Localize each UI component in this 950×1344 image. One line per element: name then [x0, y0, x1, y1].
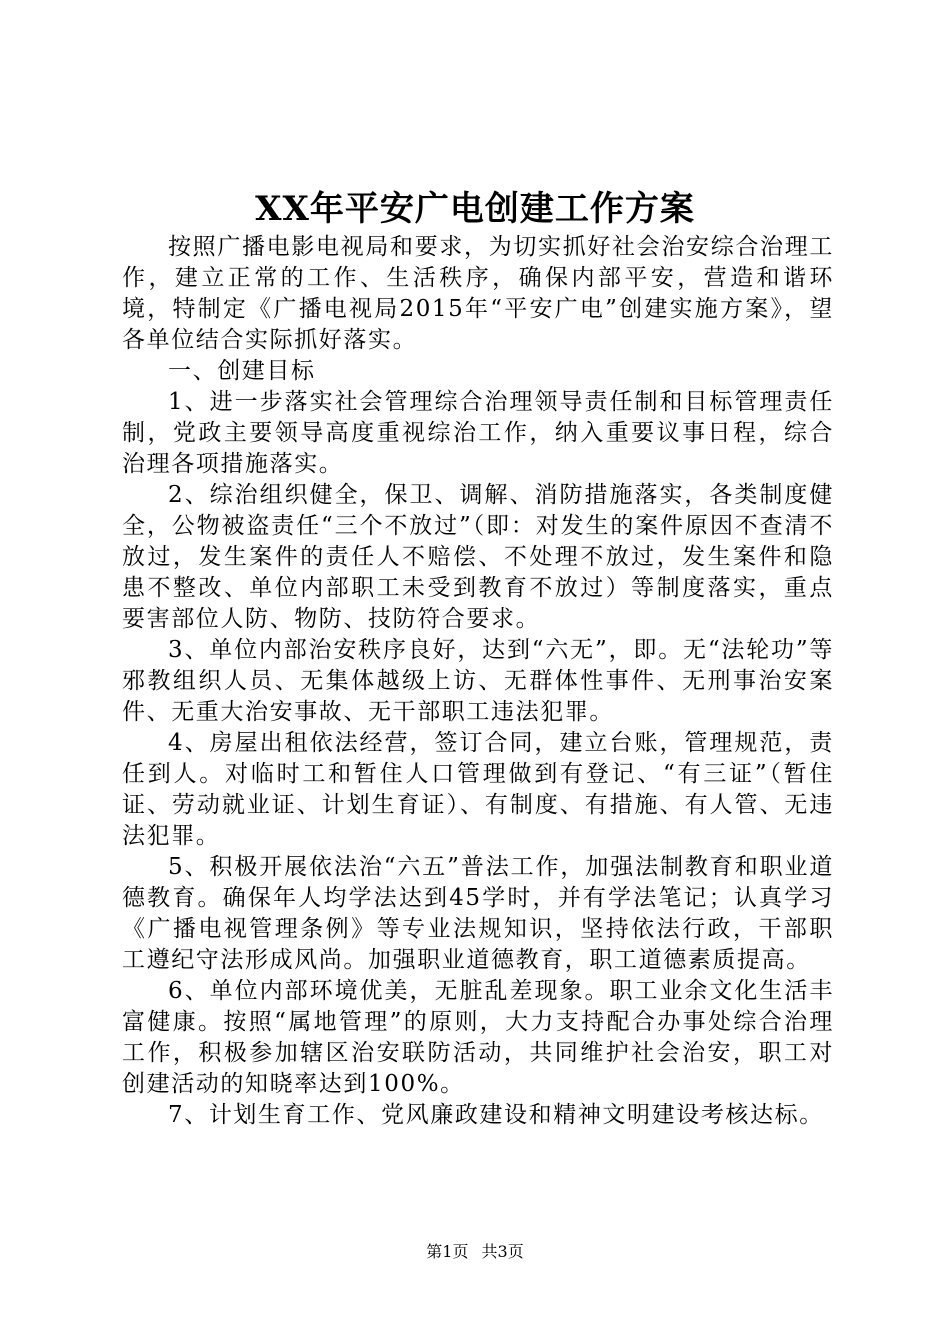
- goal-item-1: 1、进一步落实社会管理综合治理领导责任制和目标管理责任制，党政主要领导高度重视综治工作，纳入重要议事日程，综合治理各项措施落实。: [122, 389, 834, 477]
- page-number: 第1页: [426, 1242, 469, 1261]
- document-title: XX年平安广电创建工作方案: [255, 189, 695, 229]
- goal-item-5: 5、积极开展依法治“六五”普法工作，加强法制教育和职业道德教育。确保年人均学法达到45学时，并有学法笔记；认真学习《广播电视管理条例》等专业法规知识，坚持依法行政，干部职工遵纪守法形成风尚。加强职业道德教育，职工道德素质提高。: [122, 854, 834, 973]
- document-body: [122, 232, 834, 1131]
- goal-item-3: 3、单位内部治安秩序良好，达到“六无”，即。无“法轮功”等邪教组织人员、无集体越级上访、无群体性事件、无刑事治安案件、无重大治安事故、无干部职工违法犯罪。: [122, 637, 834, 725]
- goal-item-2: 2、综治组织健全，保卫、调解、消防措施落实，各类制度健全，公物被盗责任“三个不放过”（即：对发生的案件原因不查清不放过，发生案件的责任人不赔偿、不处理不放过，发生案件和隐患不整改、单位内部职工未受到教育不放过）等制度落实，重点要害部位人防、物防、技防符合要求。: [122, 482, 834, 632]
- goal-item-7: 7、计划生育工作、党风廉政建设和精神文明建设考核达标。: [168, 1102, 824, 1128]
- section-heading-goals: 一、创建目标: [168, 358, 316, 384]
- page-total: 共3页: [481, 1242, 524, 1261]
- goal-item-4: 4、房屋出租依法经营，签订合同，建立台账，管理规范，责任到人。对临时工和暂住人口管理做到有登记、“有三证”（暂住证、劳动就业证、计划生育证）、有制度、有措施、有人管、无违法犯罪。: [122, 730, 834, 849]
- page-footer: [0, 1240, 950, 1264]
- goal-item-6: 6、单位内部环境优美，无脏乱差现象。职工业余文化生活丰富健康。按照“属地管理”的原则，大力支持配合办事处综合治理工作，积极参加辖区治安联防活动，共同维护社会治安，职工对创建活动的知晓率达到100%。: [122, 978, 834, 1097]
- intro-paragraph: 按照广播电影电视局和要求，为切实抓好社会治安综合治理工作，建立正常的工作、生活秩序，确保内部平安，营造和谐环境，特制定《广播电视局2015年“平安广电”创建实施方案》，望各单位结合实际抓好落实。: [122, 234, 834, 353]
